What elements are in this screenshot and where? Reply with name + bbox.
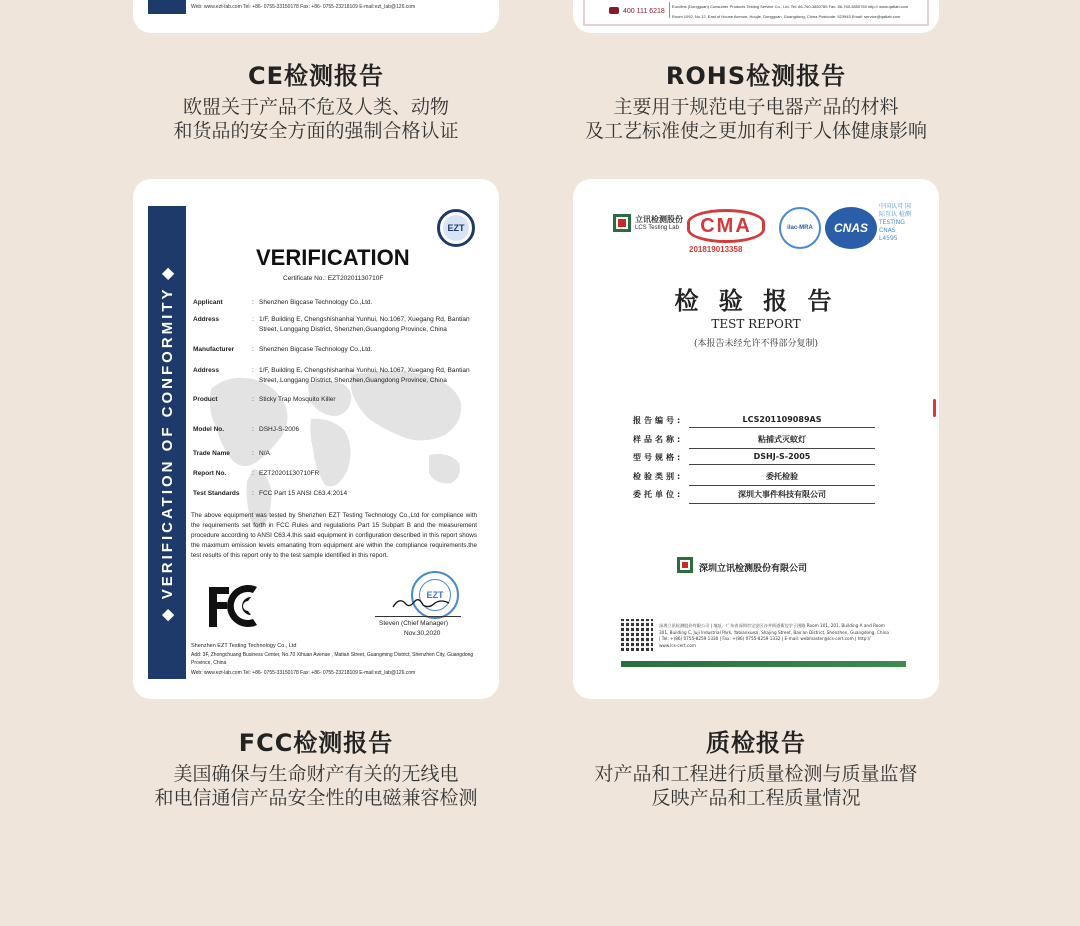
- fcc-field-colon: :: [252, 367, 254, 374]
- quality-caption-line2: 反映产品和工程质量情况: [651, 787, 861, 809]
- rohs-cert-divider: [669, 2, 670, 18]
- fcc-field-key: Test Standards: [193, 490, 240, 497]
- fcc-caption-line2: 和电信通信产品安全性的电磁兼容检测: [154, 787, 478, 809]
- cma-number: 201819013358: [689, 245, 743, 254]
- ilac-mra-mark: [779, 207, 821, 249]
- fcc-field-key: Address: [193, 367, 220, 374]
- fcc-contact: Web: www.ezt-lab.com Tel: +86- 0755-33150178 Fax: +86- 0755-23218109 E-mail:ezt_lab@126.com: [191, 670, 416, 676]
- lcs-logo-dot: [618, 219, 626, 227]
- rohs-certificate-card: [573, 0, 939, 33]
- fcc-caption-title: FCC检测报告: [238, 729, 394, 757]
- cnas-mark: [825, 207, 877, 249]
- rohs-cert-address-line1: Eurofins (Dongguan) Consumer Products Testing Service Co., Ltd. Tel: 86-760-3850789 Fax: 86-760-3850789 http:// www.qatlab.com: [672, 4, 909, 9]
- fcc-cert-number: Certificate No.: EZT20201130710F: [283, 275, 384, 282]
- fcc-field-key: Applicant: [193, 299, 223, 306]
- cnas-text: CNAS: [833, 221, 868, 235]
- fc-mark-logo: [207, 583, 271, 629]
- fcc-field-value: Sticky Trap Mosquito Killer: [259, 396, 336, 403]
- cnas-side-text: 中国认可 国际互认 检测 TESTING CNAS L4595: [879, 203, 911, 242]
- fcc-cert-title: VERIFICATION: [256, 245, 410, 270]
- fcc-field-value: Shenzhen Bigcase Technology Co.,Ltd.: [259, 299, 373, 306]
- fcc-signer: Steven (Chief Manager): [379, 620, 449, 627]
- fcc-field-value: DSHJ-S-2006: [259, 426, 300, 433]
- signature-line: [375, 616, 461, 617]
- signature: [389, 591, 459, 615]
- fcc-caption: [133, 723, 499, 810]
- fcc-company: Shenzhen EZT Testing Technology Co., Ltd: [191, 643, 297, 649]
- quality-report-card: [573, 179, 939, 699]
- rohs-caption-line1: 主要用于规范电子电器产品的材料: [613, 96, 899, 118]
- fcc-field-colon: :: [252, 316, 254, 323]
- fcc-field-key: Trade Name: [193, 450, 230, 457]
- ce-cert-footer: Web: www.ezt-lab.com Tel: +86- 0755-33150178 Fax: +86- 0755-23218109 E-mail:ezt_lab@126.com: [191, 4, 416, 10]
- fcc-caption-line1: 美国确保与生命财产有关的无线电: [173, 763, 459, 785]
- fcc-field-key: Product: [193, 396, 218, 403]
- report-field-row: [633, 449, 875, 467]
- lcs-lab-name-en: LCS Testing Lab: [635, 225, 679, 231]
- fcc-field-colon: :: [252, 490, 254, 497]
- report-field-value: 深圳大事件科技有限公司: [689, 489, 875, 504]
- fc-mark: [207, 583, 271, 629]
- report-field-key: 报告编号:: [633, 416, 684, 425]
- report-footer-bar: [621, 661, 906, 667]
- ezt-logo: [437, 209, 475, 247]
- fcc-field-value: N/A: [259, 450, 270, 457]
- fcc-field-value: FCC Part 15 ANSI C63.4:2014: [259, 490, 348, 497]
- report-note: (本报告未经允许不得部分复制): [693, 339, 819, 349]
- fcc-field-value: EZT20201130710FR: [259, 470, 320, 477]
- report-field-value: DSHJ-S-2005: [689, 452, 875, 465]
- ezt-logo-text: EZT: [447, 223, 465, 233]
- fcc-field-colon: :: [252, 346, 254, 353]
- ce-certificate-card: [133, 0, 499, 33]
- ce-caption: [133, 56, 499, 143]
- fcc-field-key: Report No.: [193, 470, 227, 477]
- report-field-key: 委托单位:: [633, 490, 684, 499]
- rohs-cert-phone: 400 111 6218: [623, 8, 665, 15]
- rohs-caption: [560, 56, 952, 143]
- fcc-date: Nov.30,2020: [404, 630, 441, 637]
- qr-code-overlay: [621, 619, 653, 651]
- ilac-mra-text: ilac-MRA: [787, 225, 813, 231]
- report-field-row: [633, 412, 875, 430]
- ce-caption-line2: 和货品的安全方面的强制合格认证: [173, 120, 459, 142]
- fcc-field-key: Model No.: [193, 426, 225, 433]
- ce-cert-side-band: [148, 0, 186, 14]
- rohs-cert-address-line2: Room 1092, No.12, East of House Avenue, Houjie, Dongguan, Guangdong, China Postcode: 523945 Email: service@qatlab.com: [672, 14, 901, 19]
- cma-mark: CMA: [687, 209, 765, 243]
- rohs-caption-line2: 及工艺标准使之更加有利于人体健康影响: [584, 120, 927, 142]
- lcs-lab-name: 立讯检测股份: [635, 215, 683, 224]
- rohs-caption-title: ROHS检测报告: [665, 62, 847, 90]
- fcc-field-key: Address: [193, 316, 220, 323]
- ezt-stamp-text: EZT: [426, 590, 444, 600]
- report-field-key: 型号规格:: [633, 453, 684, 462]
- fcc-field-colon: :: [252, 396, 254, 403]
- fcc-field-value: 1/F, Building E, Chengshishanhai Yunhui, No.1067, Xuegang Rd, Bantian Street, Longgang District, Shenzhen,Guangdong Province, China: [259, 316, 470, 333]
- fcc-company-address: Add: 3F, Zhongchuang Business Center, No.70 Xihuan Avenue , Matian Street, Guangming District, Shenzhen City, Guangdong Province, China: [191, 652, 474, 666]
- fcc-field-value: 1/F, Building E, Chengshishanhai Yunhui, No.1067, Xuegang Rd, Bantian Street, Longgang District, Shenzhen,Guangdong Province, China: [259, 367, 470, 384]
- fcc-field-key: Manufacturer: [193, 346, 235, 353]
- lcs-company-logo-dot: [682, 562, 688, 568]
- report-title-cn: 检 验 报 告: [674, 286, 838, 315]
- lcs-company-logo: [677, 557, 693, 573]
- quality-caption: [560, 723, 952, 810]
- ce-caption-line1: 欧盟关于产品不危及人类、动物: [182, 96, 449, 118]
- report-field-key: 样品名称:: [633, 434, 684, 444]
- quality-caption-title: 质检报告: [706, 729, 806, 757]
- phone-icon: [609, 7, 619, 14]
- report-field-row: [633, 468, 875, 486]
- report-field-row: [633, 486, 875, 504]
- report-field-row: [633, 431, 875, 449]
- fcc-field-colon: :: [252, 426, 254, 433]
- report-field-key: 检验类别:: [633, 471, 684, 481]
- fcc-field-colon: :: [252, 470, 254, 477]
- fcc-field-colon: :: [252, 299, 254, 306]
- ezt-logo-inner: [443, 215, 469, 241]
- report-title-en: TEST REPORT: [711, 317, 801, 331]
- lcs-logo: [613, 214, 631, 232]
- qr-code: [621, 619, 653, 651]
- report-footer: 深圳立讯检测股份有限公司 | 地址：广东省深圳市宝安区沙井街道衙边学子围路 Room 101, 201, Building A and Room 301, Building C, Juji Industrial Park, Yabianxuezi, Shajing Street, Bao'an District, Shenzhen, Guangdong, China | Tel: +(86) 0755-8259 1330 | Fax: +(86) 0755-8259 1332 | E-mail: webmaster@lcs-cert.com | http:// www.lcs-cert.com: [659, 623, 889, 648]
- report-field-value: 粘捕式灭蚊灯: [689, 434, 875, 449]
- ce-caption-title: CE检测报告: [247, 62, 384, 90]
- report-field-value: LCS201109089AS: [689, 415, 875, 428]
- fcc-side-text: ◆ VERIFICATION OF CONFORMITY ◆: [159, 264, 176, 621]
- fcc-cert-paragraph: The above equipment was tested by Shenzhen EZT Testing Technology Co.,Ltd for compliance with the requirements set forth in FCC Rules and regulations Part 15 Subpart B and the measurement procedure according to ANSI C63.4.this said equipment in configuration described in this report shows the maximum emission levels emanating from equipment are within the compliance requirements.the test results of this report only to the test sample identified in this report.: [191, 512, 477, 559]
- fcc-certificate-card: [133, 179, 499, 699]
- fcc-field-value: Shenzhen Bigcase Technology Co.,Ltd.: [259, 346, 373, 353]
- fcc-field-colon: :: [252, 450, 254, 457]
- report-field-value: 委托检验: [689, 471, 875, 486]
- quality-caption-line1: 对产品和工程进行质量检测与质量监督: [594, 763, 918, 785]
- edge-mark: [933, 399, 936, 417]
- report-company: 深圳立讯检测股份有限公司: [699, 563, 808, 573]
